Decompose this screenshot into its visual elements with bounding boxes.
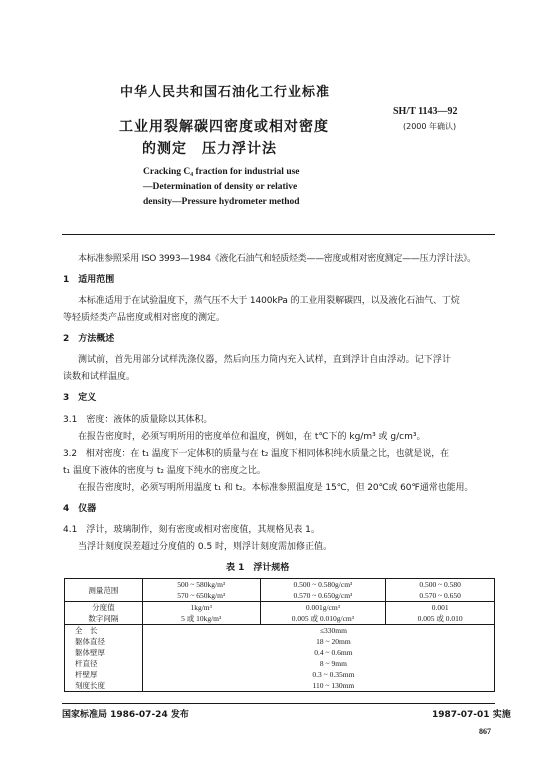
table-row (65, 579, 495, 602)
division-cell-relative: 0.001 0.005 或 0.010 (386, 602, 495, 625)
range-cell-gcm3: 0.500 ~ 0.580g/cm³ 0.570 ~ 0.650g/cm³ (260, 579, 386, 602)
definition-3-2-note: 在报告密度时，必须写明所用温度 t₁ 和 t₂。本标准参照温度是 15℃，但 20℃或 60℉通常也能用。 (78, 483, 474, 493)
section-2-text-line2: 读数和试样温度。 (63, 372, 136, 382)
section-1-text-line1: 本标准适用于在试验温度下，蒸气压不大于 1400kPa 的工业用裂解碳四，以及液化石油气、丁烷 (78, 296, 460, 306)
section-2-text-line1: 测试前，首先用部分试样洗涤仪器，然后向压力筒内充入试样，直到浮计自由浮动。记下浮计 (78, 355, 452, 365)
industry-standard-title: 中华人民共和国石油化工行业标准 (120, 85, 331, 100)
range-cell-relative: 0.500 ~ 0.580 0.570 ~ 0.650 (386, 579, 495, 602)
section-1-text-line2: 等轻质烃类产品密度或相对密度的测定。 (63, 313, 226, 323)
section-4-1-note: 当浮计刻度误差超过分度值的 0.5 时，则浮计刻度需加修正值。 (78, 542, 333, 552)
doc-title-en-line2: —Determination of density or relative (143, 182, 298, 192)
definition-3-1: 3.1 密度：液体的质量除以其体积。 (63, 415, 213, 425)
hydrometer-spec-table (64, 578, 495, 692)
confirm-note: (2000 年确认) (403, 122, 457, 131)
section-2-heading: 2 方法概述 (63, 334, 115, 344)
row-labels-dimensions: 全 长 躯体直径 躯体壁厚 杆直径 杆壁厚 刻度长度 (65, 625, 143, 692)
doc-title-en-line1: Cracking C₄ fraction for industrial use (143, 167, 300, 177)
row-label-division-interval: 分度值 数字间隔 (65, 602, 143, 625)
section-1-heading: 1 适用范围 (63, 275, 115, 285)
definition-3-1-note: 在报告密度时，必须写明所用的密度单位和温度，例如，在 t℃下的 kg/m³ 或 g/cm³。 (78, 432, 426, 442)
row-label-range: 测量范围 (65, 579, 143, 602)
page-number: 867 (479, 727, 491, 736)
doc-title-cn-line1: 工业用裂解碳四密度或相对密度 (119, 119, 329, 135)
table-row (65, 625, 495, 692)
doc-title-en-line3: density—Pressure hydrometer method (143, 197, 300, 207)
dimension-values: ≤330mm 18 ~ 20mm 0.4 ~ 0.6mm 8 ~ 9mm 0.3 ~ 0.35mm 110 ~ 130mm (142, 625, 494, 692)
effective-date: 1987-07-01 实施 (432, 710, 511, 720)
issue-date: 国家标准局 1986-07-24 发布 (62, 710, 189, 720)
intro-paragraph: 本标准参照采用 ISO 3993—1984《液化石油气和轻质烃类——密度或相对密度测定——压力浮计法》。 (78, 254, 476, 264)
table-caption: 表 1 浮计规格 (226, 563, 290, 573)
section-3-heading: 3 定义 (63, 393, 97, 403)
range-cell-kgm3: 500 ~ 580kg/m³ 570 ~ 650kg/m³ (142, 579, 260, 602)
definition-3-2-cont: t₁ 温度下液体的密度与 t₂ 温度下纯水的密度之比。 (63, 466, 266, 476)
table-row (65, 602, 495, 625)
footer-divider (62, 703, 495, 704)
standard-code: SH/T 1143—92 (393, 106, 458, 117)
section-4-heading: 4 仪器 (63, 504, 97, 514)
division-cell-gcm3: 0.001g/cm³ 0.005 或 0.010g/cm³ (260, 602, 386, 625)
definition-3-2: 3.2 相对密度：在 t₁ 温度下一定体积的质量与在 t₂ 温度下相同体积纯水质量之比，也就是说，在 (63, 449, 450, 459)
division-cell-kgm3: 1kg/m³ 5 或 10kg/m³ (142, 602, 260, 625)
header-divider (62, 234, 495, 235)
doc-title-cn-line2: 的测定 压力浮计法 (142, 141, 277, 157)
section-4-1-text: 4.1 浮计，玻璃制作，刻有密度或相对密度值，其规格见表 1。 (63, 525, 320, 535)
